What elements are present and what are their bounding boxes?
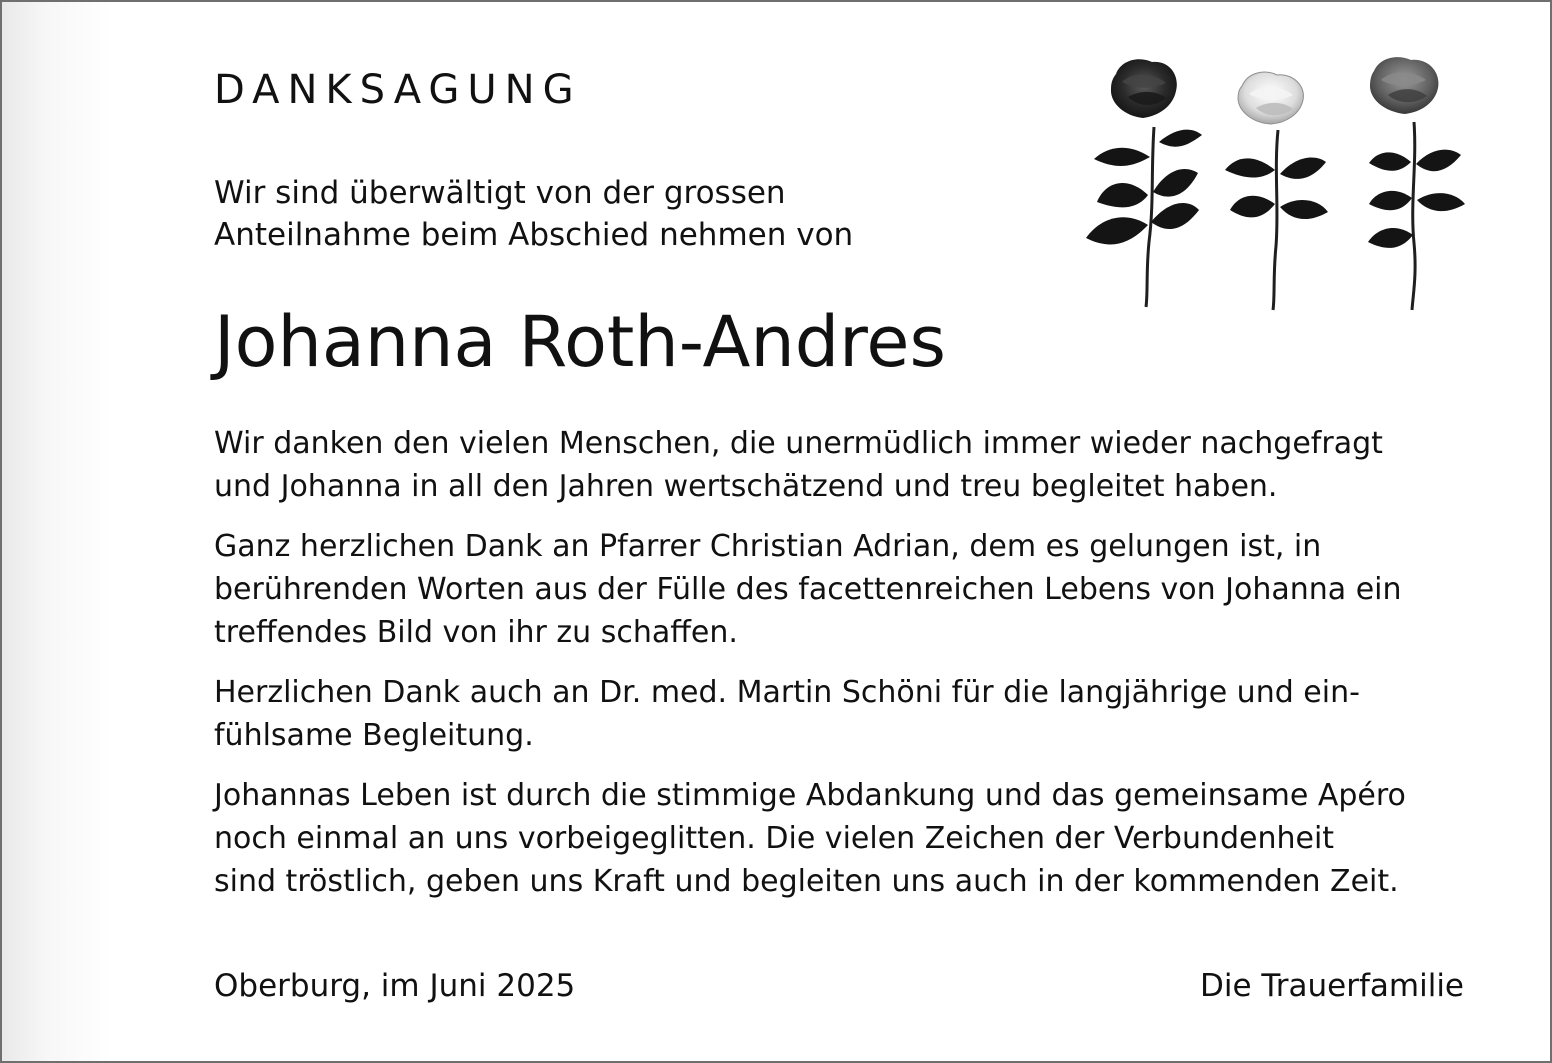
paragraph-line: Ganz herzlichen Dank an Pfarrer Christian Adrian, dem es gelungen ist, in bbox=[214, 529, 1322, 564]
intro-text bbox=[214, 172, 974, 256]
roses-illustration bbox=[1082, 52, 1492, 317]
rose-left bbox=[1086, 59, 1202, 307]
paragraph-line: Herzlichen Dank auch an Dr. med. Martin Schöni für die langjährige und ein- bbox=[214, 675, 1360, 710]
three-roses-icon bbox=[1082, 52, 1492, 317]
signature: Die Trauerfamilie bbox=[1199, 968, 1464, 1004]
paragraph-line: Johannas Leben ist durch die stimmige Abdankung und das gemeinsame Apéro bbox=[214, 778, 1406, 813]
paragraph-line: sind tröstlich, geben uns Kraft und begleiten uns auch in der kommenden Zeit. bbox=[214, 864, 1399, 899]
place-date: Oberburg, im Juni 2025 bbox=[214, 968, 576, 1004]
paragraph-line: berührenden Worten aus der Fülle des facettenreichen Lebens von Johanna ein bbox=[214, 572, 1402, 607]
paragraph-line: fühlsame Begleitung. bbox=[214, 718, 534, 753]
rose-right bbox=[1368, 57, 1465, 310]
intro-line: Anteilnahme beim Abschied nehmen von bbox=[214, 217, 854, 253]
deceased-name: Johanna Roth-Andres bbox=[214, 301, 946, 383]
thank-you-paragraph bbox=[214, 671, 1464, 757]
paragraph-line: noch einmal an uns vorbeigeglitten. Die vielen Zeichen der Verbundenheit bbox=[214, 821, 1335, 856]
thank-you-paragraph bbox=[214, 422, 1464, 508]
page-title: DANKSAGUNG bbox=[214, 67, 582, 113]
paragraph-line: und Johanna in all den Jahren wertschätzend und treu begleitet haben. bbox=[214, 469, 1278, 504]
paragraph-line: treffendes Bild von ihr zu schaffen. bbox=[214, 615, 738, 650]
intro-line: Wir sind überwältigt von der grossen bbox=[214, 175, 786, 211]
thank-you-paragraph bbox=[214, 774, 1464, 903]
thank-you-paragraph bbox=[214, 525, 1464, 654]
thank-you-paragraphs bbox=[214, 422, 1464, 920]
rose-middle bbox=[1225, 72, 1328, 310]
paragraph-line: Wir danken den vielen Menschen, die unermüdlich immer wieder nachgefragt bbox=[214, 426, 1383, 461]
